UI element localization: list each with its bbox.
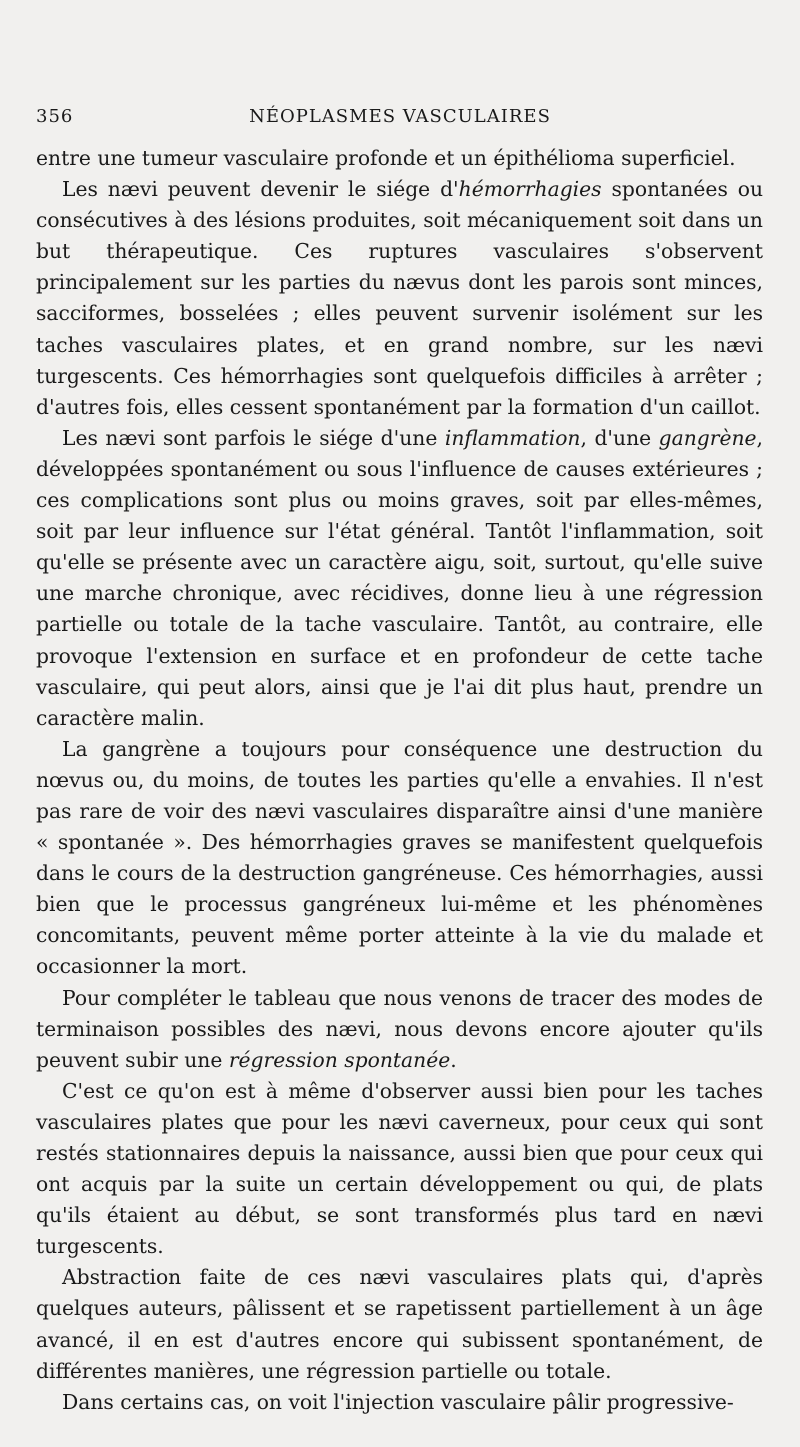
running-title: NÉOPLASMES VASCULAIRES [249,106,551,127]
italic-term: régression spontanée [228,1047,451,1072]
text-run: Abstraction faite de ces nævi vasculaires plats qui, d'après quelques auteurs, pâlissent et se rapetissent partiellement à un âge avancé, il en est d'autres encore qui subissent spontanément, de différentes manières, une régression partielle ou totale. [36,1265,763,1383]
text-run: entre une tumeur vasculaire profonde et un épithélioma superficiel. [36,146,736,170]
text-run: Les nævi sont parfois le siége d'une [62,425,445,450]
page-number: 356 [36,106,74,127]
text-run: Dans certains cas, on voit l'injection vasculaire pâlir progressive- [62,1389,734,1414]
italic-term: gangrène [658,425,757,450]
paragraph [36,143,763,174]
text-run: Pour compléter le tableau que nous venons de tracer des modes de terminaison possibles des nævi, nous devons encore ajouter qu'ils peuvent subir une [36,985,763,1072]
text-run: La gangrène a toujours pour conséquence une destruction du nœvus ou, du moins, de toutes les parties qu'elle a envahies. Il n'est pas rare de voir des nævi vasculaires disparaître ainsi d'une manière « spontanée ». Des hémorrhagies graves se manifestent quelquefois dans le cours de la destruction gangréneuse. Ces hémorrhagies, aussi bien que le processus gangréneux lui-même et les phénomènes concomitants, peuvent même porter atteinte à la vie du malade et occasionner la mort. [36,736,763,979]
text-run: spontanées ou consécutives à des lésions produites, soit mécaniquement soit dans un but thérapeutique. Ces ruptures vasculaires s'observent principalement sur les parties du nævus dont les parois sont minces, sacciformes, bosselées ; elles peuvent survenir isolément sur les taches vasculaires plates, et en grand nombre, sur les nævi turgescents. Ces hémorrhagies sont quelquefois difficiles à arrêter ; d'autres fois, elles cessent spontanément par la formation d'un caillot. [36,177,764,419]
italic-term: hémorrhagies [458,177,602,202]
body-text [36,143,763,1418]
paragraph [36,1387,763,1418]
paragraph [36,1076,763,1263]
paragraph [36,734,763,983]
paragraph [36,983,763,1076]
italic-term: inflammation [444,425,581,450]
text-run: Les nævi peuvent devenir le siége d' [62,177,459,202]
paragraph [36,423,763,734]
page-header [36,106,764,134]
text-run: , d'une [580,425,659,450]
text-run: . [450,1047,457,1072]
paragraph [36,1262,763,1386]
text-run: , développées spontanément ou sous l'influence de causes extérieures ; ces complications sont plus ou moins graves, soit par elles-mêmes, soit par leur influence sur l'état général. Tantôt l'inflammation, soit qu'elle se présente avec un caractère aigu, soit, surtout, qu'elle suive une marche chronique, avec récidives, donne lieu à une régression partielle ou totale de la tache vasculaire. Tantôt, au contraire, elle provoque l'extension en surface et en profondeur de cette tache vasculaire, qui peut alors, ainsi que je l'ai dit plus haut, prendre un caractère malin. [36,425,763,730]
text-run: C'est ce qu'on est à même d'observer aussi bien pour les taches vasculaires plates que pour les nævi caverneux, pour ceux qui sont restés stationnaires depuis la naissance, aussi bien que pour ceux qui ont acquis par la suite un certain développement ou qui, de plats qu'ils étaient au début, se sont transformés plus tard en nævi turgescents. [36,1078,763,1259]
paragraph [36,174,763,423]
